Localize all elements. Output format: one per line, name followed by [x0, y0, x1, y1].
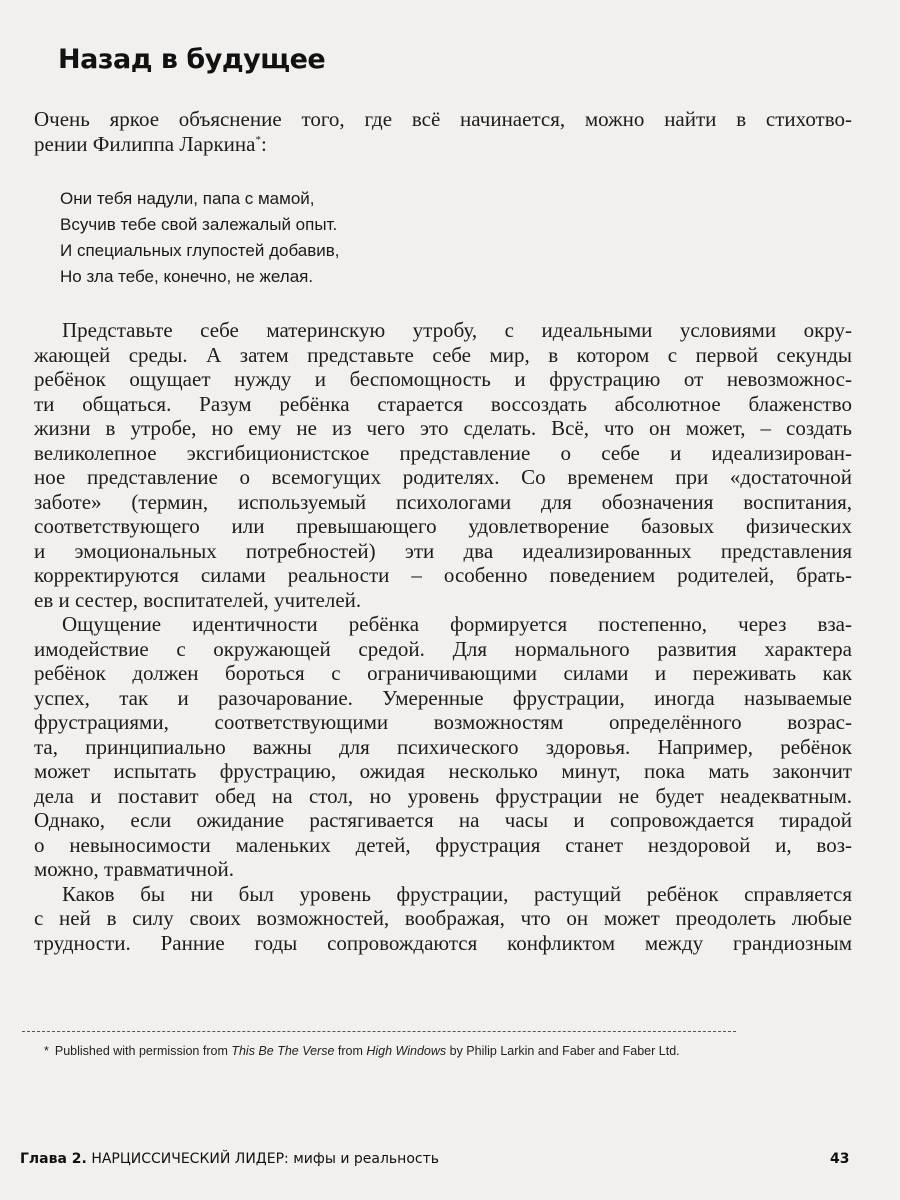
intro-line: Очень яркое объяснение того, где всё начинается, можно найти в стихотво-: [34, 107, 852, 131]
text-line: о невыносимости маленьких детей, фрустрация станет нездоровой и, воз-: [34, 832, 852, 857]
text-line: с ней в силу своих возможностей, воображая, что он может преодолеть любые: [34, 906, 852, 930]
poem-line: И специальных глупостей добавив,: [60, 241, 340, 260]
poem-line: Они тебя надули, папа с мамой,: [60, 189, 315, 208]
text-line: заботе» (термин, используемый психологами для обозначения воспитания,: [34, 489, 852, 514]
text-line: та, принципиально важны для психического здоровья. Например, ребёнок: [34, 734, 852, 759]
section-heading: Назад в будущее: [58, 44, 326, 75]
text-line: успех, так и разочарование. Умеренные фрустрации, иногда называемые: [34, 685, 852, 710]
footnote-divider: [22, 1031, 736, 1032]
text-line: ное представление о всемогущих родителях. Со временем при «достаточной: [34, 465, 852, 489]
text-line: соответствующего или превышающего удовлетворение базовых физических: [34, 514, 852, 538]
running-footer: [20, 1151, 439, 1167]
paragraph-1: [34, 318, 852, 612]
text-line: ребёнок должен бороться с ограничивающими силами и переживать как: [34, 661, 852, 685]
paragraph-2: [34, 612, 852, 882]
text-line: ев и сестер, воспитателей, учителей.: [34, 587, 362, 612]
text-line: жизни в утробе, но ему не из чего это сделать. Всё, что он может, – создать: [34, 416, 852, 440]
chapter-label: Глава 2.: [20, 1151, 87, 1167]
text-line: Ощущение идентичности ребёнка формируется постепенно, через вза-: [62, 612, 852, 636]
footnote-mark: *: [44, 1044, 49, 1058]
intro-line-last: рении Филиппа Ларкина*:: [34, 131, 267, 156]
chapter-title-rest: мифы и реальность: [293, 1151, 439, 1167]
text-line: Однако, если ожидание растягивается на часы и сопровождается тирадой: [34, 808, 852, 832]
footnote-reference[interactable]: *: [255, 133, 261, 146]
text-line: ти общаться. Разум ребёнка старается воссоздать абсолютное блаженство: [34, 391, 852, 416]
chapter-title-caps: НАРЦИССИЧЕСКИЙ ЛИДЕР:: [91, 1151, 289, 1167]
text-line: имодействие с окружающей средой. Для нормального развития характера: [34, 636, 852, 661]
paragraph-3: [34, 882, 852, 956]
poem-quote: [60, 186, 340, 290]
intro-paragraph: [34, 107, 852, 156]
text-line: дела и поставит обед на стол, но уровень фрустрации не будет неадекватным.: [34, 783, 852, 808]
footnote-title-poem: This Be The Verse: [231, 1044, 335, 1058]
footnote: * Published with permission from This Be The Verse from High Windows by Philip Larkin and Faber and Faber Ltd.: [44, 1044, 680, 1058]
text-line: жающей среды. А затем представьте себе мир, в котором с первой секунды: [34, 342, 852, 367]
text-line: может испытать фрустрацию, ожидая несколько минут, пока мать закончит: [34, 759, 852, 783]
text-line: фрустрациями, соответствующими возможностям определённого возрас-: [34, 710, 852, 734]
text-line: ребёнок ощущает нужду и беспомощность и фрустрацию от невозможнос-: [34, 367, 852, 391]
page-number: 43: [830, 1151, 850, 1167]
body-text: [34, 318, 852, 955]
text-line: трудности. Ранние годы сопровождаются конфликтом между грандиозным: [34, 930, 852, 955]
poem-line: Но зла тебе, конечно, не желая.: [60, 267, 314, 286]
text-line: Представьте себе материнскую утробу, с идеальными условиями окру-: [62, 318, 852, 342]
text-line: можно, травматичной.: [34, 857, 234, 881]
footnote-title-book: High Windows: [366, 1044, 447, 1058]
text-line: корректируются силами реальности – особенно поведением родителей, брать-: [34, 563, 852, 587]
text-line: и эмоциональных потребностей) эти два идеализированных представления: [34, 538, 852, 563]
text-line: великолепное эксгибиционистское представление о себе и идеализирован-: [34, 440, 852, 465]
text-line: Каков бы ни был уровень фрустрации, растущий ребёнок справляется: [62, 881, 852, 906]
poem-line: Всучив тебе свой залежалый опыт.: [60, 215, 338, 234]
